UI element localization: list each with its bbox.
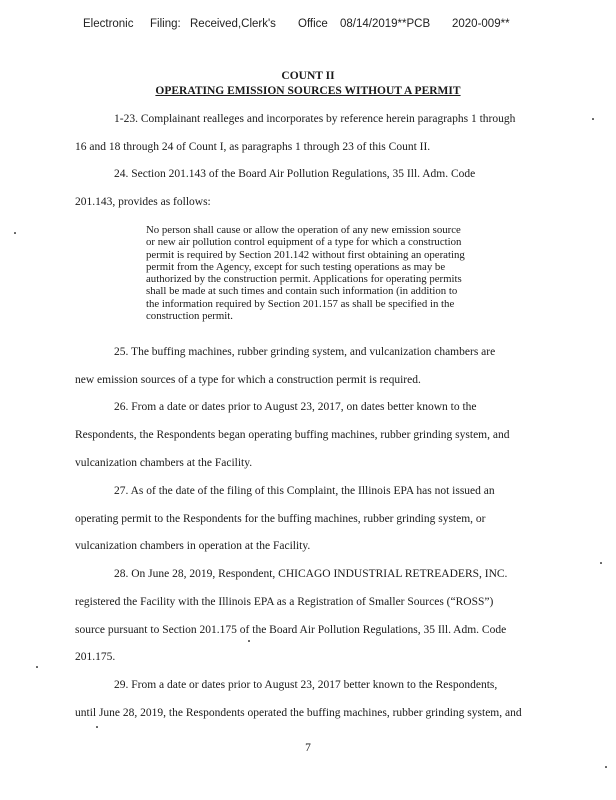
para-1-23-line-1: 1-23. Complainant realleges and incorporates by reference herein paragraphs 1 through xyxy=(114,113,516,125)
quote-line: No person shall cause or allow the operation of any new emission source xyxy=(146,224,461,236)
header-case-number: 2020-009** xyxy=(452,18,510,30)
scan-speck xyxy=(14,232,16,234)
quote-line: construction permit. xyxy=(146,310,233,323)
para-26-line-3: vulcanization chambers at the Facility. xyxy=(75,457,253,469)
para-29-line-1: 29. From a date or dates prior to August 23, 2017 better known to the Respondents, xyxy=(114,679,498,691)
para-27-line-1: 27. As of the date of the filing of this Complaint, the Illinois EPA has not issued an xyxy=(114,485,495,497)
para-25-line-1: 25. The buffing machines, rubber grinding system, and vulcanization chambers are xyxy=(114,346,496,358)
para-28-line-2: registered the Facility with the Illinois EPA as a Registration of Smaller Sources (“ROSS”) xyxy=(75,596,494,608)
count-title: COUNT II xyxy=(281,70,335,82)
scan-speck xyxy=(605,766,607,768)
para-28-line-3: source pursuant to Section 201.175 of the Board Air Pollution Regulations, 35 Ill. Adm. Code xyxy=(75,624,507,636)
quote-line: permit from the Agency, except for such testing operations as may be xyxy=(146,260,446,273)
para-27-line-3: vulcanization chambers in operation at the Facility. xyxy=(75,540,311,552)
scan-speck xyxy=(36,666,38,668)
page-number: 7 xyxy=(305,742,311,754)
scan-speck xyxy=(600,562,602,564)
scan-speck xyxy=(248,640,250,642)
para-27-line-2: operating permit to the Respondents for the buffing machines, rubber grinding system, or xyxy=(75,513,486,525)
header-electronic: Electronic xyxy=(83,18,134,30)
para-28-line-4: 201.175. xyxy=(75,651,116,663)
quote-line: shall be made at such times and contain such information (in addition to xyxy=(146,285,458,298)
para-29-line-2: until June 28, 2019, the Respondents operated the buffing machines, rubber grinding system, and xyxy=(75,707,522,719)
para-28-line-1: 28. On June 28, 2019, Respondent, CHICAGO INDUSTRIAL RETREADERS, INC. xyxy=(114,568,508,580)
para-26-line-2: Respondents, the Respondents began operating buffing machines, rubber grinding system, and xyxy=(75,429,510,441)
para-25-line-2: new emission sources of a type for which a construction permit is required. xyxy=(75,374,421,386)
regulation-block-quote xyxy=(146,224,516,322)
header-date: 08/14/2019**PCB xyxy=(340,18,431,30)
header-received: Received,Clerk's xyxy=(190,18,276,30)
header-office: Office xyxy=(298,18,328,30)
scan-speck xyxy=(96,726,98,728)
para-26-line-1: 26. From a date or dates prior to August 23, 2017, on dates better known to the xyxy=(114,401,477,413)
para-24-line-1: 24. Section 201.143 of the Board Air Pollution Regulations, 35 Ill. Adm. Code xyxy=(114,168,476,180)
quote-line: or new air pollution control equipment of a type for which a construction xyxy=(146,236,462,249)
scan-speck xyxy=(592,118,594,120)
quote-line: authorized by the construction permit. Applications for operating permits xyxy=(146,273,462,286)
para-24-line-2: 201.143, provides as follows: xyxy=(75,196,211,208)
para-1-23-line-2: 16 and 18 through 24 of Count I, as paragraphs 1 through 23 of this Count II. xyxy=(75,141,431,153)
header-filing: Filing: xyxy=(150,18,181,30)
quote-line: permit is required by Section 201.142 without first obtaining an operating xyxy=(146,248,465,261)
quote-line: the information required by Section 201.157 as shall be specified in the xyxy=(146,297,455,310)
count-subtitle: OPERATING EMISSION SOURCES WITHOUT A PERMIT xyxy=(155,85,461,97)
filing-stamp-header xyxy=(0,18,616,34)
